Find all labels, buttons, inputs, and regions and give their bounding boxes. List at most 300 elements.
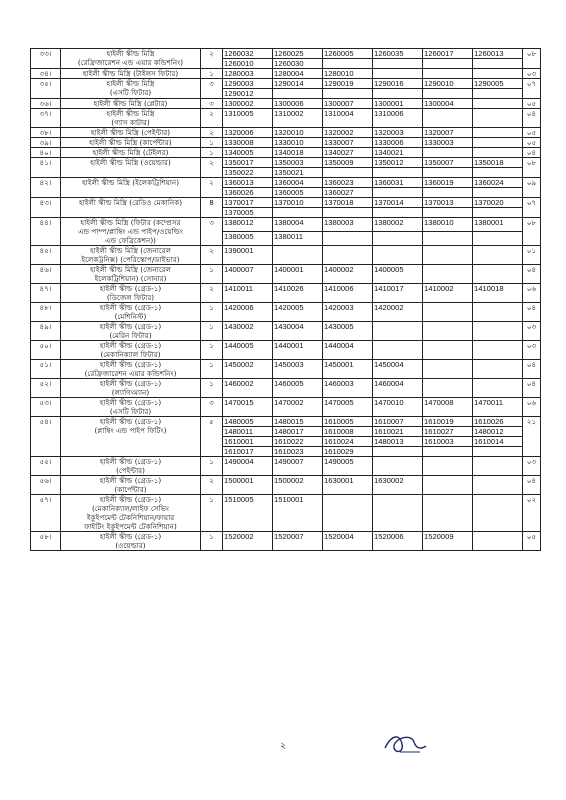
roll-number-cell: [473, 208, 523, 218]
roll-number-cell: 1350017: [223, 158, 273, 168]
roll-number-cell: 1410018: [473, 284, 523, 303]
allocation-table-wrapper: [30, 48, 540, 551]
roll-number-cell: 1290019: [323, 79, 373, 89]
roll-number-cell: 1370017: [223, 198, 273, 208]
roll-number-cell: [473, 128, 523, 138]
total-cell: ০৬: [523, 398, 541, 417]
roll-number-cell: 1480012: [473, 427, 523, 437]
roll-number-cell: 1410026: [273, 284, 323, 303]
roll-number-cell: [473, 303, 523, 322]
roll-number-cell: 1440005: [223, 341, 273, 360]
post-name-cell: [61, 341, 201, 360]
serial-cell: ৫৫।: [31, 457, 61, 476]
roll-number-cell: [473, 59, 523, 69]
roll-number-cell: 1370018: [323, 198, 373, 208]
roll-number-cell: [423, 379, 473, 398]
quota-cell: ১: [201, 379, 223, 398]
post-name-cell: [61, 322, 201, 341]
post-name-cell: [61, 99, 201, 109]
roll-number-cell: 1310006: [373, 109, 423, 128]
roll-number-cell: 1280010: [323, 69, 373, 79]
post-name-line: হাইলী স্কীল্ড (গ্রেড-১): [99, 303, 162, 312]
roll-number-cell: 1410002: [423, 284, 473, 303]
post-name-line: হাইলী স্কীল্ড মিস্ত্রি (পেইন্টার): [90, 128, 171, 137]
table-row: [31, 265, 541, 284]
roll-number-cell: [423, 495, 473, 532]
roll-number-cell: 1260035: [373, 49, 423, 59]
roll-number-cell: 1370013: [423, 198, 473, 208]
roll-number-cell: 1480011: [223, 427, 273, 437]
roll-number-cell: 1610005: [323, 417, 373, 427]
post-name-line: (মেরিন ফিটার): [109, 331, 152, 340]
post-name-cell: [61, 303, 201, 322]
roll-number-cell: 1290003: [223, 79, 273, 89]
roll-number-cell: 1350012: [373, 158, 423, 168]
post-name-line: এন্ড ফেব্রিকেশন)): [105, 236, 156, 245]
roll-number-cell: 1290016: [373, 79, 423, 89]
roll-number-cell: 1480015: [273, 417, 323, 427]
roll-number-cell: 1310004: [323, 109, 373, 128]
roll-number-cell: 1480017: [273, 427, 323, 437]
roll-number-cell: 1610017: [223, 447, 273, 457]
post-name-line: (গ্যাস কাটার): [111, 118, 150, 127]
total-cell: ২১: [523, 417, 541, 457]
roll-number-cell: [473, 360, 523, 379]
quota-cell: ২: [201, 158, 223, 178]
post-name-line: হাইলী স্কীল্ড মিস্ত্রি: [106, 109, 155, 118]
post-name-line: হাইলী স্কীল্ড (গ্রেড-১): [99, 495, 162, 504]
roll-number-cell: 1360024: [473, 178, 523, 188]
post-name-cell: [61, 198, 201, 218]
roll-number-cell: [423, 69, 473, 79]
roll-number-cell: 1330010: [273, 138, 323, 148]
post-name-line: (রেফ্রিজারেশন এয়ার কন্ডিশনিং): [84, 369, 177, 378]
roll-number-cell: [423, 148, 473, 158]
roll-number-cell: [473, 109, 523, 128]
total-cell: ০৪: [523, 360, 541, 379]
roll-number-cell: 1380011: [273, 232, 323, 246]
post-name-line: (প্লাম্বিং এন্ড পাইপ ফিটিং): [94, 426, 167, 435]
roll-number-cell: 1400005: [373, 265, 423, 284]
roll-number-cell: [373, 341, 423, 360]
post-name-cell: [61, 246, 201, 265]
roll-number-cell: 1260017: [423, 49, 473, 59]
roll-number-cell: 1300007: [323, 99, 373, 109]
post-name-cell: [61, 284, 201, 303]
table-row: [31, 128, 541, 138]
roll-number-cell: 1390001: [223, 246, 273, 265]
roll-number-cell: 1520004: [323, 532, 373, 551]
roll-number-cell: 1320010: [273, 128, 323, 138]
roll-number-cell: [423, 246, 473, 265]
post-name-line: ইকুইপমেন্ট টেকনিশিয়ান/ফায়ার: [86, 513, 175, 522]
table-row: [31, 138, 541, 148]
roll-number-cell: 1490004: [223, 457, 273, 476]
roll-number-cell: 1320003: [373, 128, 423, 138]
quota-cell: ১: [201, 495, 223, 532]
roll-number-cell: 1610022: [273, 437, 323, 447]
quota-cell: ১: [201, 360, 223, 379]
total-cell: ০৭: [523, 198, 541, 218]
table-row: [31, 158, 541, 168]
roll-number-cell: [473, 188, 523, 198]
roll-number-cell: 1340027: [323, 148, 373, 158]
serial-cell: ৫৭।: [31, 495, 61, 532]
roll-number-cell: 1280004: [273, 69, 323, 79]
post-name-line: (মেকানিক্যাল/লাইফ সেভিং: [91, 504, 170, 513]
roll-number-cell: 1610029: [323, 447, 373, 457]
total-cell: ০৩: [523, 457, 541, 476]
roll-number-cell: 1360026: [223, 188, 273, 198]
serial-cell: ৫৩।: [31, 398, 61, 417]
roll-number-cell: 1380010: [423, 218, 473, 232]
serial-cell: ৩৭।: [31, 109, 61, 128]
table-row: [31, 69, 541, 79]
post-name-cell: [61, 158, 201, 178]
post-name-line: হাইলী স্কীল্ড মিস্ত্রি (প্লেটার): [93, 99, 168, 108]
roll-number-cell: 1400001: [273, 265, 323, 284]
post-name-line: হাইলী স্কীল্ড মিস্ত্রি (ইলেকট্রিশিয়ান): [81, 178, 180, 187]
post-name-line: (ওয়েল্ডার): [115, 541, 146, 550]
roll-number-cell: 1320006: [223, 128, 273, 138]
serial-cell: ৪৯।: [31, 322, 61, 341]
total-cell: ০৪: [523, 303, 541, 322]
page-number: ২: [280, 741, 286, 751]
serial-cell: ৩৯।: [31, 138, 61, 148]
roll-number-cell: 1330006: [373, 138, 423, 148]
quota-cell: ২: [201, 128, 223, 138]
roll-number-cell: 1420006: [223, 303, 273, 322]
post-name-line: (এসটি ফিটার): [109, 88, 152, 97]
roll-number-cell: [373, 208, 423, 218]
post-name-line: হাইলী স্কীল্ড মিস্ত্রি (টাইলস ফিটার): [82, 69, 179, 78]
roll-number-cell: 1480013: [373, 437, 423, 447]
quota-cell: ১: [201, 341, 223, 360]
roll-number-cell: [423, 208, 473, 218]
roll-number-cell: [423, 447, 473, 457]
roll-number-cell: [473, 476, 523, 495]
quota-cell: ২: [201, 284, 223, 303]
post-name-cell: [61, 69, 201, 79]
roll-number-cell: 1470005: [323, 398, 373, 417]
roll-number-cell: 1380003: [323, 218, 373, 232]
roll-number-cell: [423, 476, 473, 495]
roll-number-cell: 1350007: [423, 158, 473, 168]
roll-number-cell: 1520002: [223, 532, 273, 551]
post-name-line: (কার্পেন্টার): [114, 485, 147, 494]
serial-cell: ৫১।: [31, 360, 61, 379]
roll-number-cell: 1340021: [373, 148, 423, 158]
roll-number-cell: 1470011: [473, 398, 523, 417]
post-name-cell: [61, 457, 201, 476]
roll-number-cell: [323, 246, 373, 265]
roll-number-cell: 1400002: [323, 265, 373, 284]
total-cell: ০৩: [523, 322, 541, 341]
total-cell: ০৬: [523, 284, 541, 303]
post-name-line: ফাইটিং ইকুইপমেন্ট টেকনিশিয়ান): [84, 522, 177, 531]
serial-cell: ৩৫।: [31, 79, 61, 99]
total-cell: ০৫: [523, 128, 541, 138]
roll-number-cell: [473, 168, 523, 178]
roll-number-cell: [473, 69, 523, 79]
roll-number-cell: 1470002: [273, 398, 323, 417]
roll-number-cell: 1420002: [373, 303, 423, 322]
post-name-line: হাইলী স্কীল্ড মিস্ত্রি: [106, 49, 155, 58]
table-row: [31, 246, 541, 265]
roll-number-cell: 1410011: [223, 284, 273, 303]
serial-cell: ৩৩।: [31, 49, 61, 69]
roll-number-cell: 1470010: [373, 398, 423, 417]
post-name-cell: [61, 417, 201, 457]
roll-number-cell: 1340018: [273, 148, 323, 158]
post-name-cell: [61, 109, 201, 128]
post-name-cell: [61, 148, 201, 158]
quota-cell: ২: [201, 49, 223, 69]
post-name-cell: [61, 138, 201, 148]
post-name-line: হাইলী স্কীল্ড (গ্রেড-১): [99, 457, 162, 466]
roll-number-cell: [423, 59, 473, 69]
post-name-line: হাইলী স্কীল্ড মিস্ত্রি (টেইলর): [92, 148, 169, 157]
roll-number-cell: [373, 188, 423, 198]
serial-cell: ৩৮।: [31, 128, 61, 138]
post-name-cell: [61, 128, 201, 138]
table-row: [31, 322, 541, 341]
roll-number-cell: [373, 246, 423, 265]
post-name-line: হাইলী স্কীল্ড (গ্রেড-১): [99, 322, 162, 331]
serial-cell: ৪৫।: [31, 246, 61, 265]
roll-number-cell: [473, 246, 523, 265]
roll-number-cell: [373, 89, 423, 99]
roll-number-cell: 1290005: [473, 79, 523, 89]
total-cell: ০৫: [523, 138, 541, 148]
post-name-line: হাইলী স্কীল্ড মিস্ত্রি (রেডিও মেকানিক): [78, 198, 183, 207]
serial-cell: ৩৬।: [31, 99, 61, 109]
roll-number-cell: 1610008: [323, 427, 373, 437]
quota-cell: ৫: [201, 417, 223, 457]
total-cell: ০৭: [523, 79, 541, 99]
roll-number-cell: [423, 89, 473, 99]
serial-cell: ৪৬।: [31, 265, 61, 284]
table-row: [31, 49, 541, 59]
roll-number-cell: [423, 265, 473, 284]
roll-number-cell: 1610003: [423, 437, 473, 447]
table-row: [31, 360, 541, 379]
roll-number-cell: 1260030: [273, 59, 323, 69]
roll-number-cell: [473, 148, 523, 158]
roll-number-cell: 1610023: [273, 447, 323, 457]
roll-number-cell: [473, 265, 523, 284]
quota-cell: ৩: [201, 79, 223, 99]
roll-number-cell: 1460003: [323, 379, 373, 398]
total-cell: ০৮: [523, 218, 541, 246]
quota-cell: ৩: [201, 218, 223, 246]
roll-number-cell: [423, 341, 473, 360]
roll-number-cell: [273, 246, 323, 265]
roll-number-cell: 1350009: [323, 158, 373, 168]
roll-number-cell: [373, 59, 423, 69]
total-cell: ০৮: [523, 158, 541, 178]
roll-number-cell: [273, 89, 323, 99]
serial-cell: ৪৩।: [31, 198, 61, 218]
post-name-line: হাইলী স্কীল্ড (গ্রেড-১): [99, 476, 162, 485]
total-cell: ০৫: [523, 532, 541, 551]
roll-number-cell: 1520006: [373, 532, 423, 551]
roll-number-cell: 1430002: [223, 322, 273, 341]
roll-number-cell: 1460004: [373, 379, 423, 398]
roll-number-cell: 1380004: [273, 218, 323, 232]
post-name-line: হাইলী স্কীল্ড মিস্ত্রি: [106, 79, 155, 88]
roll-number-cell: 1350003: [273, 158, 323, 168]
serial-cell: ৫৪।: [31, 417, 61, 457]
roll-number-cell: 1510005: [223, 495, 273, 532]
serial-cell: ৪২।: [31, 178, 61, 198]
quota-cell: ১: [201, 303, 223, 322]
roll-number-cell: 1360023: [323, 178, 373, 188]
post-name-line: হাইলী স্কীল্ড (গ্রেড-১): [99, 398, 162, 407]
table-row: [31, 303, 541, 322]
total-cell: ০৫: [523, 99, 541, 109]
roll-number-cell: 1330007: [323, 138, 373, 148]
roll-number-cell: 1630001: [323, 476, 373, 495]
serial-cell: ৪৪।: [31, 218, 61, 246]
roll-number-cell: [423, 109, 473, 128]
roll-number-cell: 1610027: [423, 427, 473, 437]
post-name-cell: [61, 265, 201, 284]
roll-number-cell: [323, 59, 373, 69]
post-name-line: (মেশিনিস্ট): [114, 312, 147, 321]
roll-number-cell: [473, 89, 523, 99]
total-cell: ০৪: [523, 148, 541, 158]
post-name-line: (এসটি ফিটার): [109, 407, 152, 416]
roll-number-cell: 1360004: [273, 178, 323, 188]
quota-cell: 8: [201, 198, 223, 218]
post-name-cell: [61, 178, 201, 198]
roll-number-cell: 1410006: [323, 284, 373, 303]
post-name-line: হাইলী স্কীল্ড (গ্রেড-১): [99, 284, 162, 293]
roll-number-cell: 1320007: [423, 128, 473, 138]
roll-number-cell: 1290010: [423, 79, 473, 89]
post-name-line: এন্ড পাম্প/প্লাম্বিং এন্ড পাইপ/ওয়েল্ডিং: [77, 227, 184, 236]
table-row: [31, 198, 541, 208]
roll-number-cell: 1300002: [223, 99, 273, 109]
roll-number-cell: [423, 168, 473, 178]
roll-number-cell: 1500002: [273, 476, 323, 495]
quota-cell: ১: [201, 138, 223, 148]
total-cell: ০৪: [523, 379, 541, 398]
roll-number-cell: [373, 168, 423, 178]
roll-number-cell: 1260010: [223, 59, 273, 69]
roll-number-cell: 1380002: [373, 218, 423, 232]
post-name-cell: [61, 532, 201, 551]
table-row: [31, 476, 541, 495]
roll-number-cell: 1300001: [373, 99, 423, 109]
roll-number-cell: [473, 495, 523, 532]
roll-number-cell: [373, 69, 423, 79]
quota-cell: ৩: [201, 99, 223, 109]
post-name-cell: [61, 476, 201, 495]
table-row: [31, 341, 541, 360]
roll-number-cell: 1380001: [473, 218, 523, 232]
roll-number-cell: [323, 89, 373, 99]
roll-number-cell: 1480005: [223, 417, 273, 427]
quota-cell: ১: [201, 532, 223, 551]
roll-number-cell: 1610026: [473, 417, 523, 427]
roll-number-cell: [473, 457, 523, 476]
roll-number-cell: [473, 138, 523, 148]
roll-number-cell: 1280003: [223, 69, 273, 79]
roll-number-cell: 1420005: [273, 303, 323, 322]
post-name-line: ইলেকট্রিশিয়ান) (সোনার): [94, 274, 167, 283]
total-cell: ০২: [523, 495, 541, 532]
quota-cell: ৩: [201, 398, 223, 417]
post-name-line: (পেইন্টার): [116, 466, 145, 475]
post-name-cell: [61, 379, 201, 398]
table-row: [31, 218, 541, 232]
roll-number-cell: 1310005: [223, 109, 273, 128]
roll-number-cell: 1610001: [223, 437, 273, 447]
quota-cell: ২: [201, 178, 223, 198]
post-name-cell: [61, 218, 201, 246]
roll-number-cell: 1450001: [323, 360, 373, 379]
roll-number-cell: [323, 208, 373, 218]
table-row: [31, 148, 541, 158]
serial-cell: ৪০।: [31, 148, 61, 158]
roll-number-cell: 1450004: [373, 360, 423, 379]
roll-number-cell: 1490005: [323, 457, 373, 476]
roll-number-cell: 1350018: [473, 158, 523, 168]
roll-number-cell: 1510001: [273, 495, 323, 532]
serial-cell: ৩৪।: [31, 69, 61, 79]
roll-number-cell: [473, 232, 523, 246]
roll-number-cell: 1370010: [273, 198, 323, 208]
roll-number-cell: 1290012: [223, 89, 273, 99]
roll-number-cell: 1350022: [223, 168, 273, 178]
roll-number-cell: 1360031: [373, 178, 423, 188]
roll-number-cell: 1350021: [273, 168, 323, 178]
roll-number-cell: 1610007: [373, 417, 423, 427]
table-row: [31, 109, 541, 128]
roll-number-cell: 1420003: [323, 303, 373, 322]
roll-number-cell: 1610021: [373, 427, 423, 437]
table-row: [31, 99, 541, 109]
roll-number-cell: [473, 322, 523, 341]
total-cell: ০৩: [523, 341, 541, 360]
roll-number-cell: 1460005: [273, 379, 323, 398]
roll-number-cell: 1610024: [323, 437, 373, 447]
post-name-line: (ল্যাগিংম্যান): [111, 388, 150, 397]
quota-cell: ১: [201, 457, 223, 476]
roll-number-cell: [423, 188, 473, 198]
roll-number-cell: [373, 447, 423, 457]
post-name-cell: [61, 360, 201, 379]
serial-cell: ৫০।: [31, 341, 61, 360]
roll-number-cell: 1360019: [423, 178, 473, 188]
roll-number-cell: 1440004: [323, 341, 373, 360]
table-row: [31, 178, 541, 188]
serial-cell: ৫২।: [31, 379, 61, 398]
table-row: [31, 398, 541, 417]
roll-number-cell: 1380012: [223, 218, 273, 232]
post-name-cell: [61, 49, 201, 69]
quota-cell: ১: [201, 322, 223, 341]
roll-number-cell: 1370020: [473, 198, 523, 208]
table-row: [31, 457, 541, 476]
roll-number-cell: 1330003: [423, 138, 473, 148]
roll-number-cell: 1260025: [273, 49, 323, 59]
roll-number-cell: [473, 379, 523, 398]
quota-cell: ২: [201, 476, 223, 495]
roll-number-cell: [373, 495, 423, 532]
